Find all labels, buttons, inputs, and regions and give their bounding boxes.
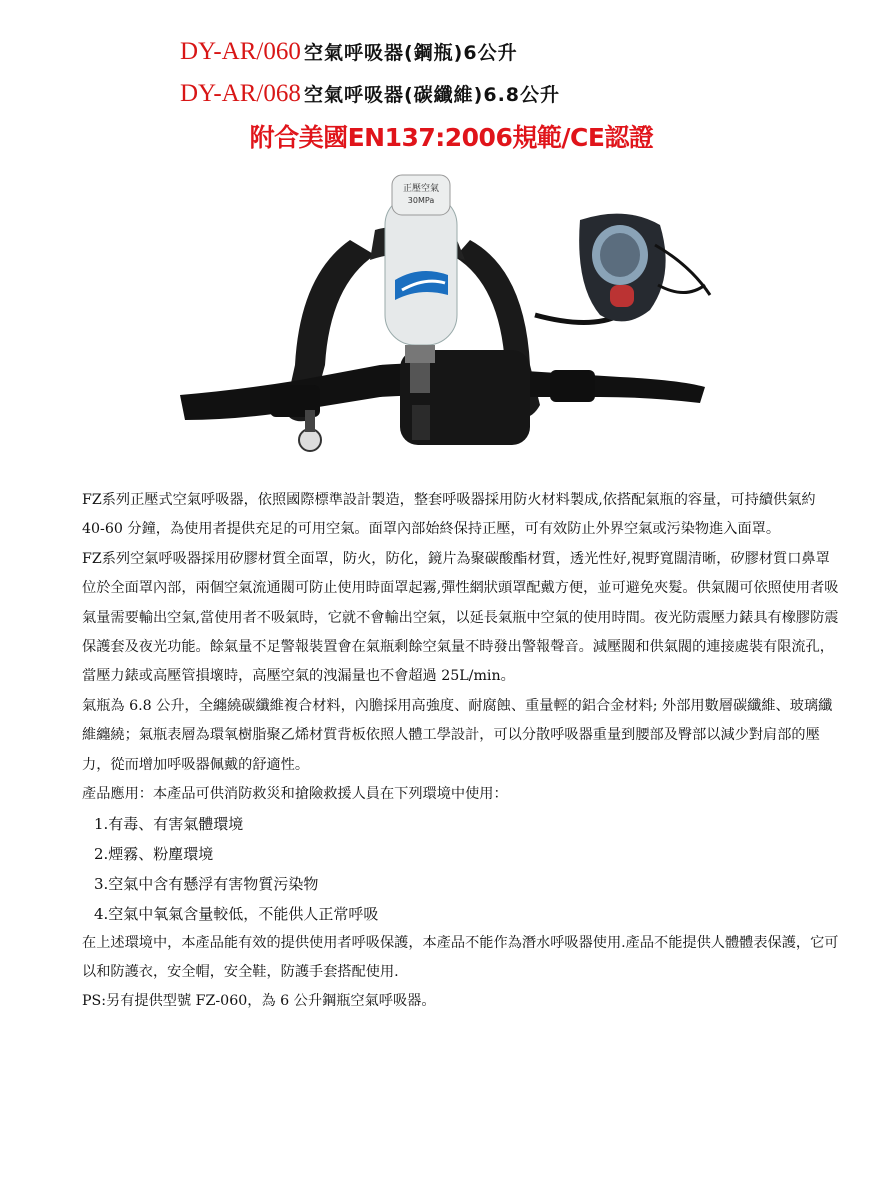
model-name: 空氣呼吸器(鋼瓶)6公升: [304, 42, 518, 64]
model-code: DY-AR/060: [180, 38, 301, 65]
model-row-060: [180, 38, 518, 66]
certification-title: 附合美國EN137:2006規範/CE認證: [249, 123, 654, 152]
list-item: 4.空氣中氧氣含量較低，不能供人正常呼吸: [94, 905, 379, 924]
list-item: 1.有毒、有害氣體環境: [94, 815, 244, 834]
paragraph-mask: FZ系列空氣呼吸器採用矽膠材質全面罩，防火，防化，鏡片為聚碳酸酯材質，透光性好,視野寬闊清晰，矽膠材質口鼻罩位於全面罩內部，兩個空氣流通閥可防止使用時面罩起霧,彈性網狀頭罩配戴方便，並可避免夾髮。供氣閥可依照使用者吸氣量需要輸出空氣,當使用者不吸氣時，它就不會輸出空氣，以延長氣瓶中空氣的使用時間。夜光防震壓力錶具有橡膠防震保護套及夜光功能。餘氣量不足警報裝置會在氣瓶剩餘空氣量不時發出警報聲音。減壓閥和供氣閥的連接處裝有限流孔，當壓力錶或高壓管損壞時，高壓空氣的洩漏量也不會超過 25L/min。: [82, 550, 839, 685]
model-row-068: [180, 80, 560, 108]
list-item: 3.空氣中含有懸浮有害物質污染物: [94, 875, 319, 894]
model-name: 空氣呼吸器(碳纖維)6.8公升: [304, 84, 561, 106]
application-list: [82, 809, 842, 929]
paragraph-application: 產品應用：本產品可供消防救災和搶險救援人員在下列環境中使用：: [82, 786, 508, 803]
cylinder-label: 正壓空氣: [402, 184, 440, 194]
paragraph-limitations: 在上述環境中，本產品能有效的提供使用者呼吸保護，本產品不能作為潛水呼吸器使用.產品不能提供人體體表保護，它可以和防護衣，安全帽，安全鞋，防護手套搭配使用.: [82, 935, 839, 981]
list-item: 2.煙霧、粉塵環境: [94, 845, 214, 864]
description: [82, 486, 842, 1016]
header: [0, 0, 873, 160]
svg-text:30MPa: 30MPa: [407, 196, 435, 205]
paragraph-cylinder: 氣瓶為 6.8 公升，全纏繞碳纖維複合材料，內膽採用高強度、耐腐蝕、重量輕的鋁合金材料; 外部用數層碳纖維、玻璃纖維纏繞；氣瓶表層為環氧樹脂聚乙烯材質背板依照人體工學設計，可以分散呼吸器重量到腰部及臀部以減少對肩部的壓力，從而增加呼吸器佩戴的舒適性。: [82, 697, 833, 773]
paragraph-overview: FZ系列正壓式空氣呼吸器，依照國際標準設計製造，整套呼吸器採用防火材料製成,依搭配氣瓶的容量，可持續供氣約 40-60 分鐘，為使用者提供充足的可用空氣。面罩內部始終保持正壓，可有效防止外界空氣或污染物進入面罩。: [82, 492, 816, 538]
model-code: DY-AR/068: [180, 80, 301, 107]
breathing-apparatus-image: [180, 165, 720, 470]
paragraph-ps: PS:另有提供型號 FZ-060，為 6 公升鋼瓶空氣呼吸器。: [82, 993, 436, 1010]
